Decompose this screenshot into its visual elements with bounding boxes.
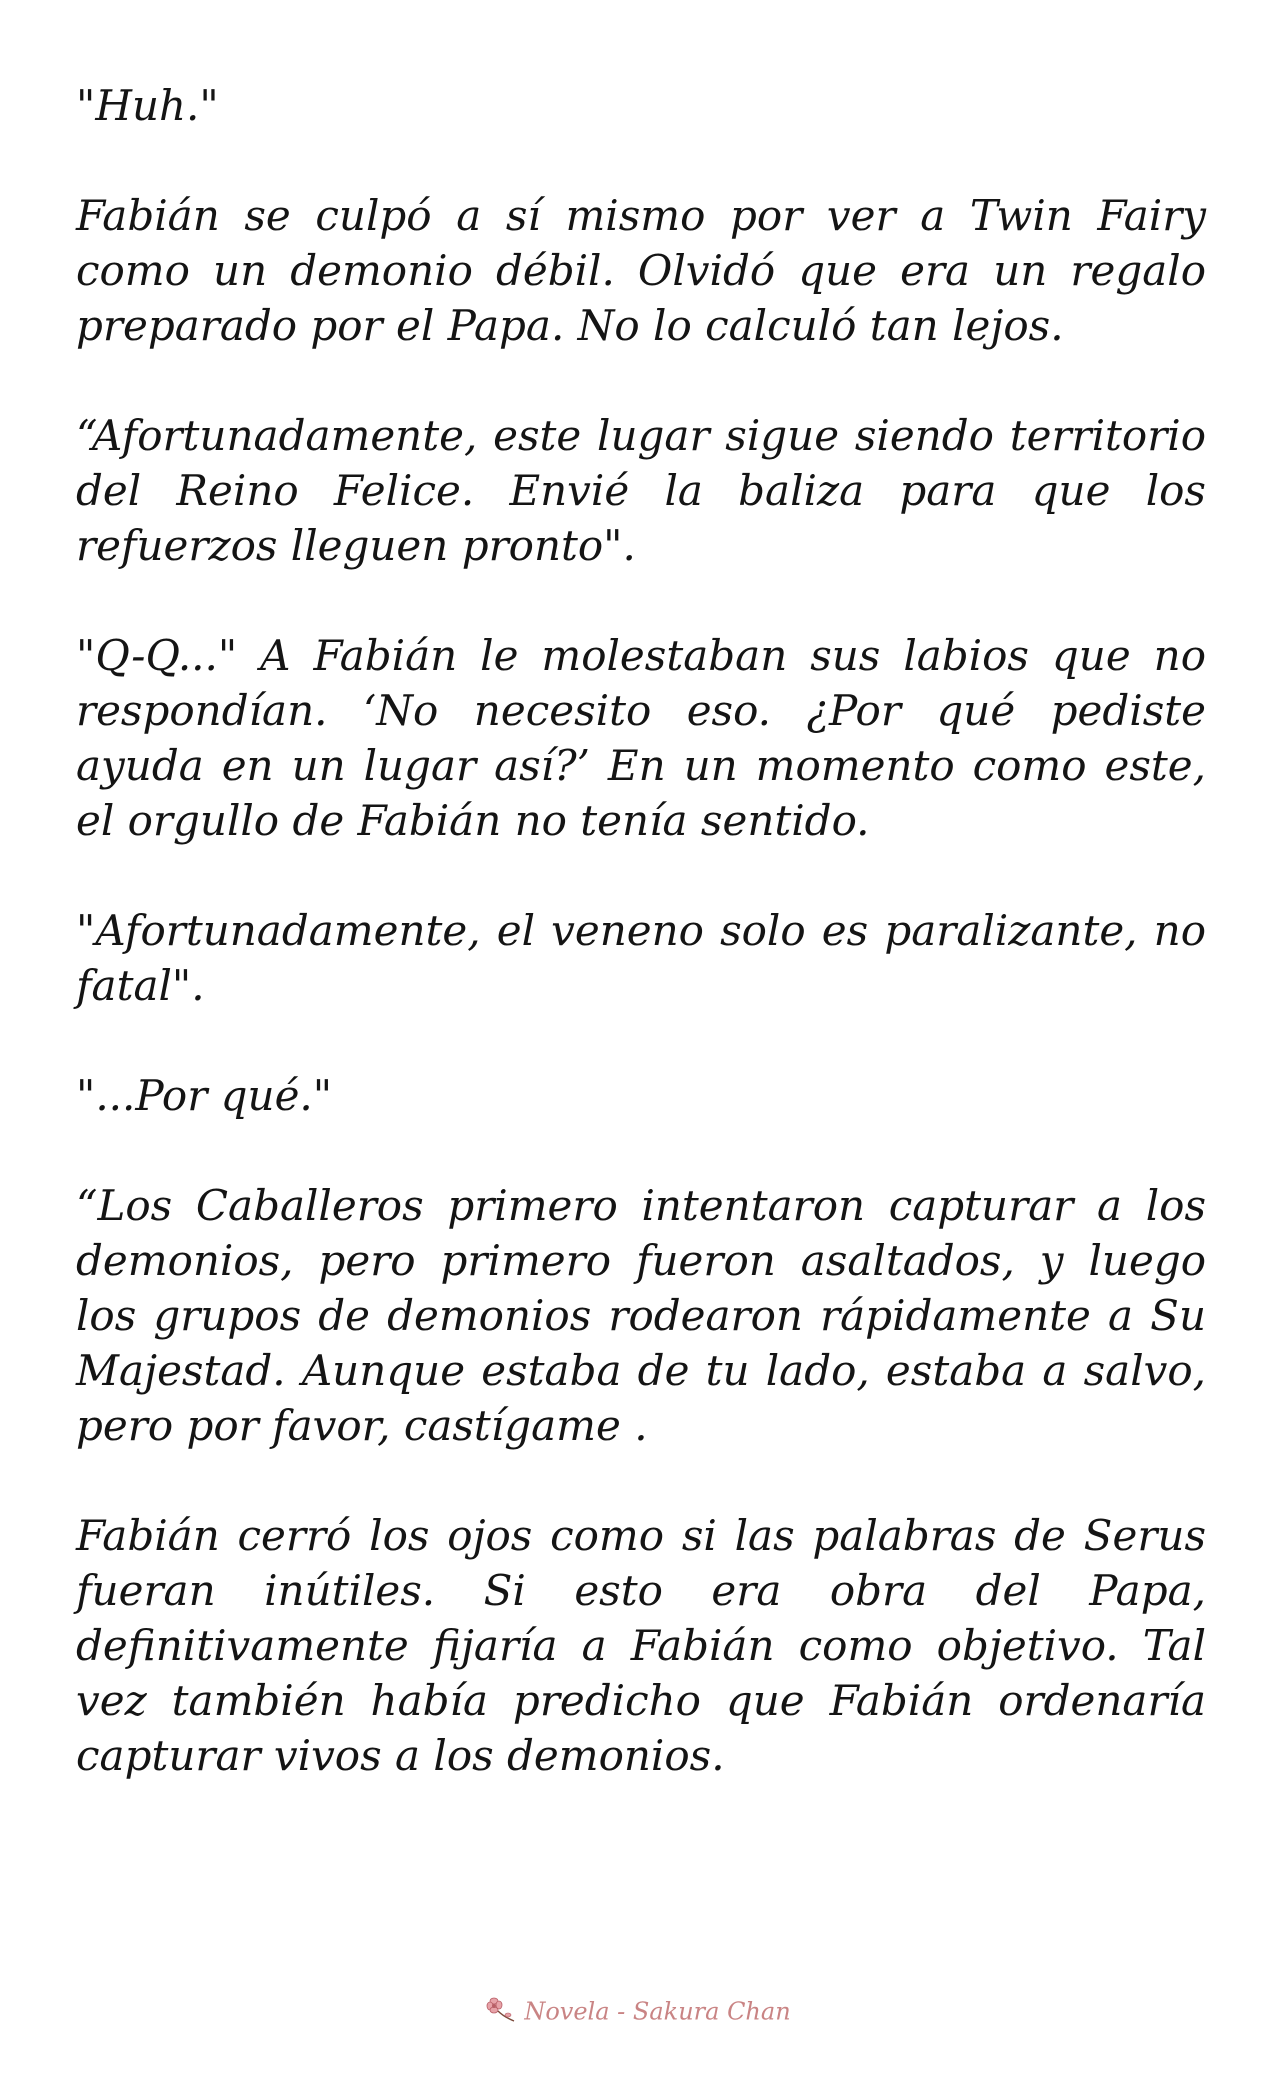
paragraph-1: "Huh." xyxy=(76,81,219,130)
watermark xyxy=(0,1995,1275,2031)
paragraph-3: “Afortunadamente, este lugar sigue siendo territorio del Reino Felice. Envié la baliza para que los refuerzos lleguen pronto". xyxy=(76,411,1206,570)
sakura-flower-icon xyxy=(484,1995,518,2031)
paragraph-8: Fabián cerró los ojos como si las palabras de Serus fueran inútiles. Si esto era obra del Papa, definitivamente fijaría a Fabián como objetivo. Tal vez también había predicho que Fabián ordenaría capturar vivos a los demonios. xyxy=(76,1511,1206,1780)
paragraph-6: "...Por qué." xyxy=(76,1071,333,1120)
paragraph-7: “Los Caballeros primero intentaron capturar a los demonios, pero primero fueron asaltados, y luego los grupos de demonios rodearon rápidamente a Su Majestad. Aunque estaba de tu lado, estaba a salvo, pero por favor, castígame . xyxy=(76,1181,1206,1450)
paragraph-2: Fabián se culpó a sí mismo por ver a Twin Fairy como un demonio débil. Olvidó que era un regalo preparado por el Papa. No lo calculó tan lejos. xyxy=(76,191,1206,350)
paragraph-4: "Q-Q..." A Fabián le molestaban sus labios que no respondían. ‘No necesito eso. ¿Por qué pediste ayuda en un lugar así?’ En un momento como este, el orgullo de Fabián no tenía sentido. xyxy=(76,631,1206,845)
reading-page xyxy=(76,78,1206,1783)
paragraph-5: "Afortunadamente, el veneno solo es paralizante, no fatal". xyxy=(76,906,1206,1010)
watermark-text: Novela - Sakura Chan xyxy=(524,1997,791,2026)
